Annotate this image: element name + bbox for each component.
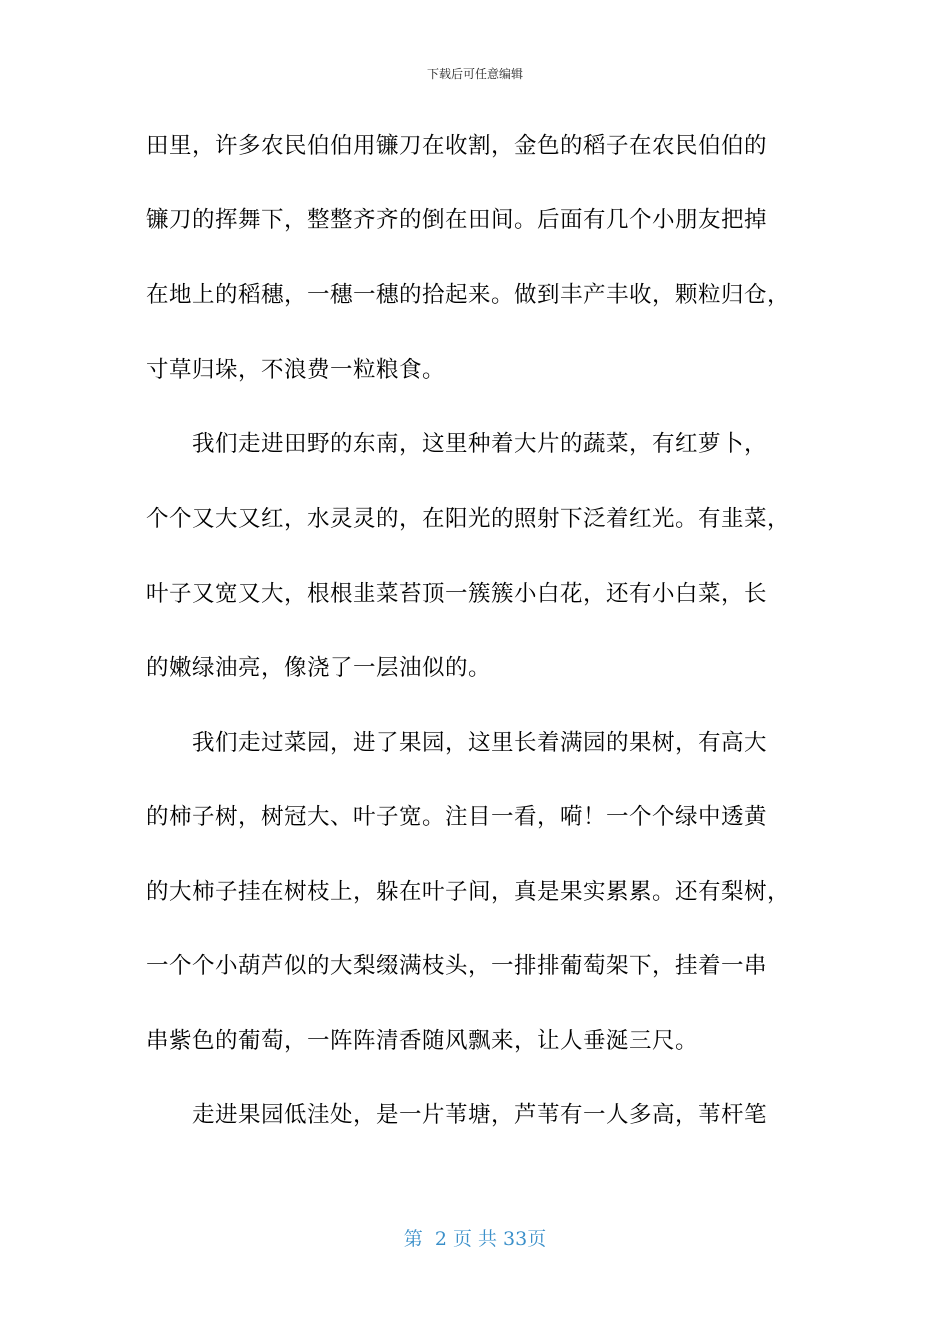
text-line: 的大柿子挂在树枝上，躲在叶子间，真是果实累累。还有梨树， xyxy=(146,879,791,905)
text-line: 的嫩绿油亮，像浇了一层油似的。 xyxy=(146,655,492,681)
text-line: 的柿子树，树冠大、叶子宽。注目一看，嗬！一个个绿中透黄 xyxy=(146,804,768,830)
paragraph-first-line: 我们走过菜园，进了果园，这里长着满园的果树，有高大 xyxy=(192,730,768,756)
text-line: 在地上的稻穗，一穗一穗的拾起来。做到丰产丰收，颗粒归仓， xyxy=(146,282,791,308)
text-line: 寸草归垛，不浪费一粒粮食。 xyxy=(146,357,446,383)
page-header: 下载后可任意编辑 xyxy=(426,67,523,81)
page-number-footer: 第 2 页 共 33页 xyxy=(403,1228,547,1250)
text-line: 镰刀的挥舞下，整整齐齐的倒在田间。后面有几个小朋友把掉 xyxy=(146,207,768,233)
text-line: 串紫色的葡萄，一阵阵清香随风飘来，让人垂涎三尺。 xyxy=(146,1028,699,1054)
text-line: 个个又大又红，水灵灵的，在阳光的照射下泛着红光。有韭菜， xyxy=(146,506,791,532)
text-line: 叶子又宽又大，根根韭菜苔顶一簇簇小白花，还有小白菜，长 xyxy=(146,581,768,607)
paragraph-first-line: 我们走进田野的东南，这里种着大片的蔬菜，有红萝卜， xyxy=(192,431,768,457)
text-line: 田里，许多农民伯伯用镰刀在收割，金色的稻子在农民伯伯的 xyxy=(146,133,768,159)
text-line: 一个个小葫芦似的大梨缀满枝头，一排排葡萄架下，挂着一串 xyxy=(146,953,768,979)
paragraph-first-line: 走进果园低洼处，是一片苇塘，芦苇有一人多高，苇杆笔 xyxy=(192,1102,768,1128)
